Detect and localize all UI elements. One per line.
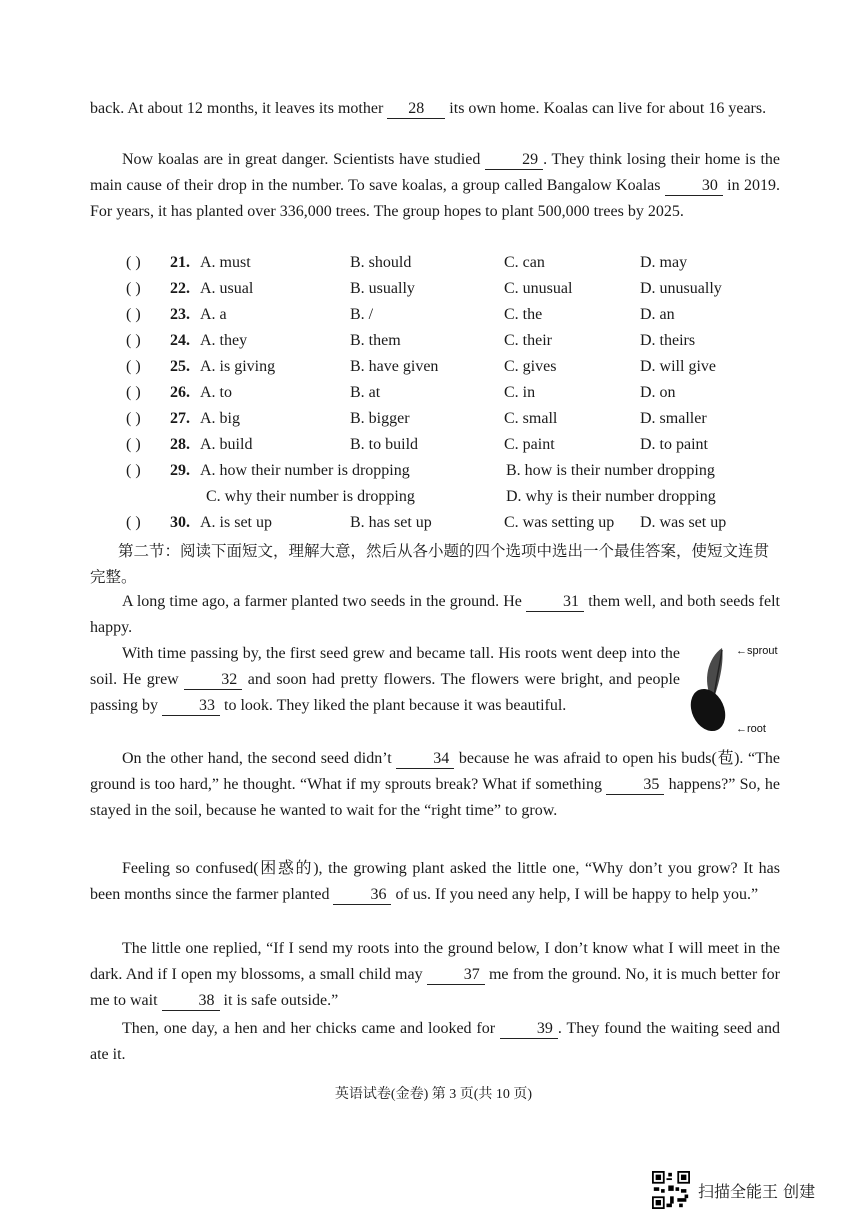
- text: The little one replied, “If I send my roots into the ground below, I don’t know what I will meet in the dark. And if I open my blossoms, a small child may: [90, 940, 780, 983]
- question-number: 24.: [170, 332, 190, 349]
- option-d: D. theirs: [640, 332, 696, 349]
- answer-bracket[interactable]: ( ): [126, 254, 141, 271]
- text: With time passing by, the first seed grew and became tall. His roots went deep into the soil. He grew: [90, 645, 680, 688]
- passage-b-paragraph-6: [90, 1016, 780, 1068]
- option-d: D. to paint: [640, 436, 708, 453]
- text: Then, one day, a hen and her chicks came and looked for: [122, 1020, 500, 1037]
- option-a: A. how their number is dropping: [200, 462, 410, 479]
- answer-bracket[interactable]: ( ): [126, 410, 141, 427]
- answer-bracket[interactable]: ( ): [126, 436, 141, 453]
- section-2-heading: 第二节：阅读下面短文，理解大意，然后从各小题的四个选项中选出一个最佳答案，使短文连贯完整。: [90, 542, 770, 586]
- question-number: 21.: [170, 254, 190, 271]
- option-b: B. have given: [350, 358, 439, 375]
- passage-b-paragraph-5: [90, 936, 780, 1014]
- option-b: B. should: [350, 254, 412, 271]
- sprout-label: ←sprout: [736, 645, 778, 657]
- text: them well, and both seeds felt happy.: [90, 593, 780, 636]
- option-c: C. the: [504, 306, 543, 323]
- option-b: B. bigger: [350, 410, 410, 427]
- option-d: D. an: [640, 306, 675, 323]
- option-a: A. usual: [200, 280, 254, 297]
- question-number: 28.: [170, 436, 190, 453]
- blank-35: 35: [606, 776, 664, 795]
- page-footer: 英语试卷(金卷) 第 3 页(共 10 页): [334, 1087, 533, 1102]
- option-d: D. was set up: [640, 514, 727, 531]
- scanner-label: 扫描全能王 创建: [698, 1181, 816, 1201]
- question-number: 29.: [170, 462, 190, 479]
- option-b: B. at: [350, 384, 381, 401]
- text: in 2019. For years, it has planted over 336,000 trees. The group hopes to plant 500,000 trees by 2025.: [90, 177, 780, 220]
- blank-34: 34: [396, 750, 454, 769]
- option-b: B. /: [350, 306, 374, 323]
- passage-a-paragraph-1: [90, 96, 780, 122]
- text: Feeling so confused(困惑的), the growing plant asked the little one, “Why don’t you grow? It has been months since the farmer planted: [90, 860, 780, 903]
- text: . They think losing their home is the main cause of their drop in the number. To save koalas, a group called Bangalow Koalas: [90, 151, 780, 194]
- option-a: A. a: [200, 306, 227, 323]
- question-number: 27.: [170, 410, 190, 427]
- option-d: D. smaller: [640, 410, 707, 427]
- answer-bracket[interactable]: ( ): [126, 332, 141, 349]
- question-number: 23.: [170, 306, 190, 323]
- blank-29: 29: [485, 151, 543, 170]
- blank-30: 30: [665, 177, 723, 196]
- option-a: A. they: [200, 332, 248, 349]
- blank-33: 33: [162, 697, 220, 716]
- seed-sprout-illustration: [688, 640, 788, 740]
- text: me from the ground. No, it is much better for me to wait: [90, 966, 781, 1009]
- blank-31: 31: [526, 593, 584, 612]
- answer-bracket[interactable]: ( ): [126, 514, 141, 531]
- option-b: B. to build: [350, 436, 419, 453]
- answer-bracket[interactable]: ( ): [126, 306, 141, 323]
- text: to look. They liked the plant because it was beautiful.: [220, 697, 567, 714]
- option-b: B. has set up: [350, 514, 432, 531]
- blank-38: 38: [162, 992, 220, 1011]
- option-b: B. how is their number dropping: [506, 462, 715, 479]
- scanner-watermark: [652, 1170, 815, 1210]
- text: and soon had pretty flowers. The flowers were bright, and people passing by: [90, 671, 680, 714]
- option-a: A. is set up: [200, 514, 272, 531]
- option-c: C. was setting up: [504, 514, 615, 531]
- passage-a-paragraph-2: [90, 147, 780, 225]
- option-c: C. gives: [504, 358, 557, 375]
- blank-37: 37: [427, 966, 485, 985]
- answer-bracket[interactable]: ( ): [126, 462, 141, 479]
- passage-b-paragraph-3: [90, 746, 780, 824]
- answer-bracket[interactable]: ( ): [126, 358, 141, 375]
- option-b: B. usually: [350, 280, 415, 297]
- option-b: B. them: [350, 332, 401, 349]
- option-c: C. can: [504, 254, 545, 271]
- option-d: D. may: [640, 254, 688, 271]
- answer-bracket[interactable]: ( ): [126, 384, 141, 401]
- text: back. At about 12 months, it leaves its mother: [90, 100, 388, 117]
- question-number: 30.: [170, 514, 190, 531]
- option-c: C. unusual: [504, 280, 573, 297]
- passage-b-paragraph-2: [90, 641, 680, 719]
- text: it is safe outside.”: [219, 992, 339, 1009]
- text: its own home. Koalas can live for about 16 years.: [445, 100, 767, 117]
- option-c: C. why their number is dropping: [206, 488, 415, 505]
- blank-28: 28: [387, 100, 445, 119]
- text: On the other hand, the second seed didn’t: [122, 750, 397, 767]
- option-c: C. their: [504, 332, 552, 349]
- answer-bracket[interactable]: ( ): [126, 280, 141, 297]
- option-c: C. small: [504, 410, 558, 427]
- option-d: D. why is their number dropping: [506, 488, 716, 505]
- passage-b-paragraph-4: [90, 856, 780, 908]
- blank-36: 36: [333, 886, 391, 905]
- blank-39: 39: [500, 1020, 558, 1039]
- qr-code-icon: [652, 1171, 690, 1209]
- text: of us. If you need any help, I will be happy to help you.”: [391, 886, 759, 903]
- option-a: A. is giving: [200, 358, 276, 375]
- option-c: C. paint: [504, 436, 555, 453]
- option-a: A. must: [200, 254, 251, 271]
- text: Now koalas are in great danger. Scientists have studied: [122, 151, 486, 168]
- text: A long time ago, a farmer planted two seeds in the ground. He: [122, 593, 527, 610]
- option-d: D. unusually: [640, 280, 722, 297]
- option-d: D. will give: [640, 358, 716, 375]
- question-number: 22.: [170, 280, 190, 297]
- root-label: ←root: [736, 723, 766, 735]
- option-a: A. to: [200, 384, 232, 401]
- blank-32: 32: [184, 671, 242, 690]
- option-a: A. big: [200, 410, 240, 427]
- option-d: D. on: [640, 384, 676, 401]
- text: because he was afraid to open his buds(苞). “The ground is too hard,” he thought. “What if my sprouts break? What if something: [90, 750, 780, 793]
- seed-body: [688, 683, 732, 736]
- text: happens?” So, he stayed in the soil, because he wanted to wait for the “right time” to grow.: [90, 776, 780, 819]
- option-a: A. build: [200, 436, 253, 453]
- question-number: 25.: [170, 358, 190, 375]
- option-c: C. in: [504, 384, 536, 401]
- passage-b-paragraph-1: [90, 589, 780, 641]
- question-number: 26.: [170, 384, 190, 401]
- text: . They found the waiting seed and ate it.: [90, 1020, 781, 1063]
